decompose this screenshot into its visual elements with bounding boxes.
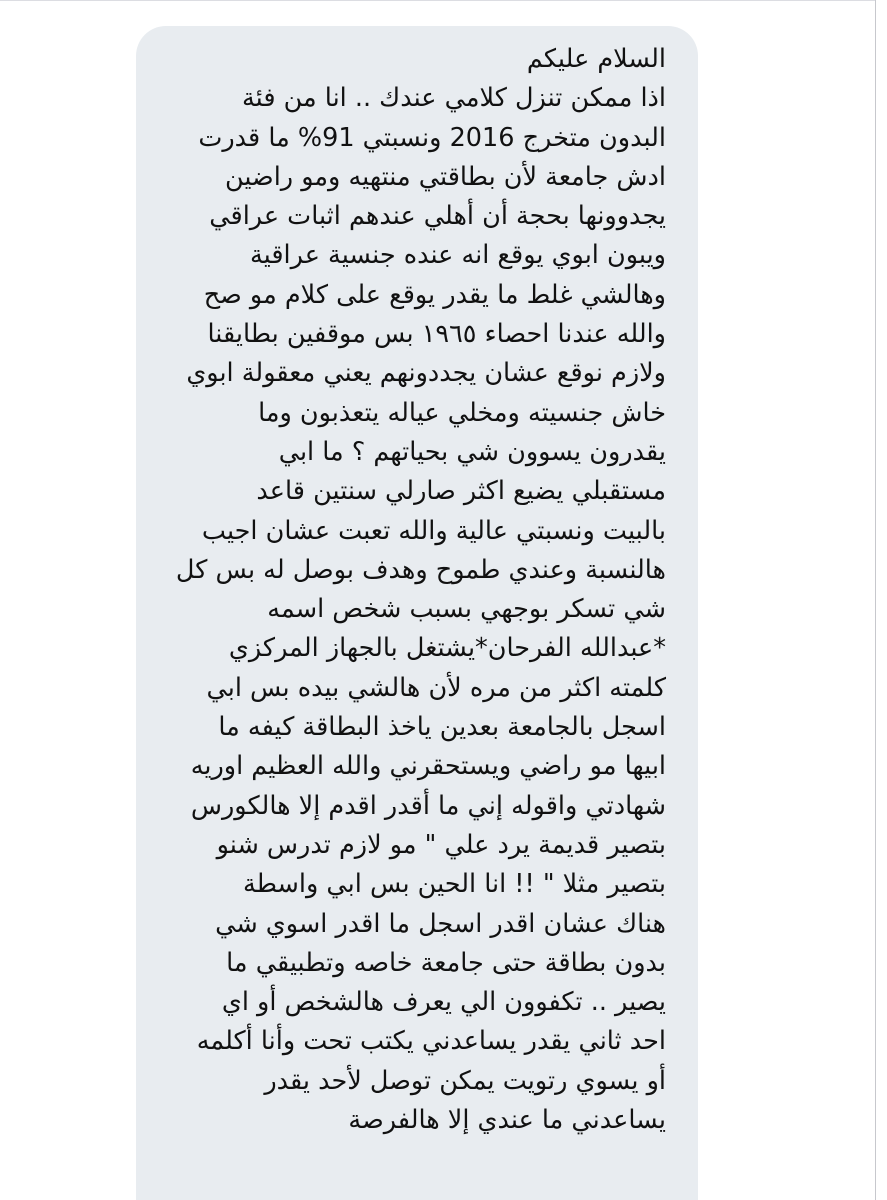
top-divider [0,0,875,1]
message-line: هالنسبة وعندي طموح وهدف بوصل له بس كل [175,554,666,585]
message-line: ولازم نوقع عشان يجددونهم يعني معقولة ابوي [186,358,666,389]
message-line: كلمته اكثر من مره لأن هالشي بيده بس ابي [206,672,666,703]
message-bubble[interactable] [136,26,698,1200]
message-line: شهادتي واقوله إني ما أقدر اقدم إلا هالكورس [190,790,666,821]
message-line: أو يسوي رتويت يمكن توصل لأحد يقدر [264,1065,666,1096]
message-text [164,40,666,1140]
message-line: السلام عليكم [526,44,666,74]
message-line: اذا ممكن تنزل كلامي عندك .. انا من فئة [241,83,666,114]
message-line: خاش جنسيته ومخلي عياله يتعذبون وما [258,397,666,428]
message-line: يقدرون يسوون شي بحياتهم ؟ ما ابي [278,436,666,467]
right-edge-divider [875,0,876,1200]
message-line: مستقبلي يضيع اكثر صارلي سنتين قاعد [256,476,666,507]
message-line: ادش جامعة لأن بطاقتي منتهيه ومو راضين [224,161,666,192]
message-line: ويبون ابوي يوقع انه عنده جنسية عراقية [250,240,666,271]
message-line: بتصير مثلا " !! انا الحين بس ابي واسطة [242,869,666,900]
message-line: *عبدالله الفرحان*يشتغل بالجهاز المركزي [228,633,666,664]
message-line: بتصير قديمة يرد علي " مو لازم تدرس شنو [216,829,666,860]
message-line: ابيها مو راضي ويستحقرني والله العظيم اوريه [190,751,666,782]
message-line: يساعدني ما عندي إلا هالفرصة [348,1105,666,1136]
message-line: وهالشي غلط ما يقدر يوقع على كلام مو صح [203,279,666,310]
message-line: هناك عشان اقدر اسجل ما اقدر اسوي شي [215,908,666,939]
message-line: يجدوونها بحجة أن أهلي عندهم اثبات عراقي [209,201,666,232]
message-line: اسجل بالجامعة بعدين ياخذ البطاقة كيفه ما [218,712,666,743]
message-line: بدون بطاقة حتى جامعة خاصه وتطبيقي ما [226,947,666,978]
message-line: يصير .. تكفوون الي يعرف هالشخص أو اي [221,987,666,1018]
message-line: البدون متخرج 2016 ونسبتي 91% ما قدرت [198,122,666,153]
message-line: والله عندنا احصاء ١٩٦٥ بس موقفين بطايقنا [207,319,666,350]
message-line: بالبيت ونسبتي عالية والله تعبت عشان اجيب [201,515,666,546]
message-line: شي تسكر بوجهي بسبب شخص اسمه [267,594,666,625]
message-line: احد ثاني يقدر يساعدني يكتب تحت وأنا أكلمه [196,1026,666,1057]
